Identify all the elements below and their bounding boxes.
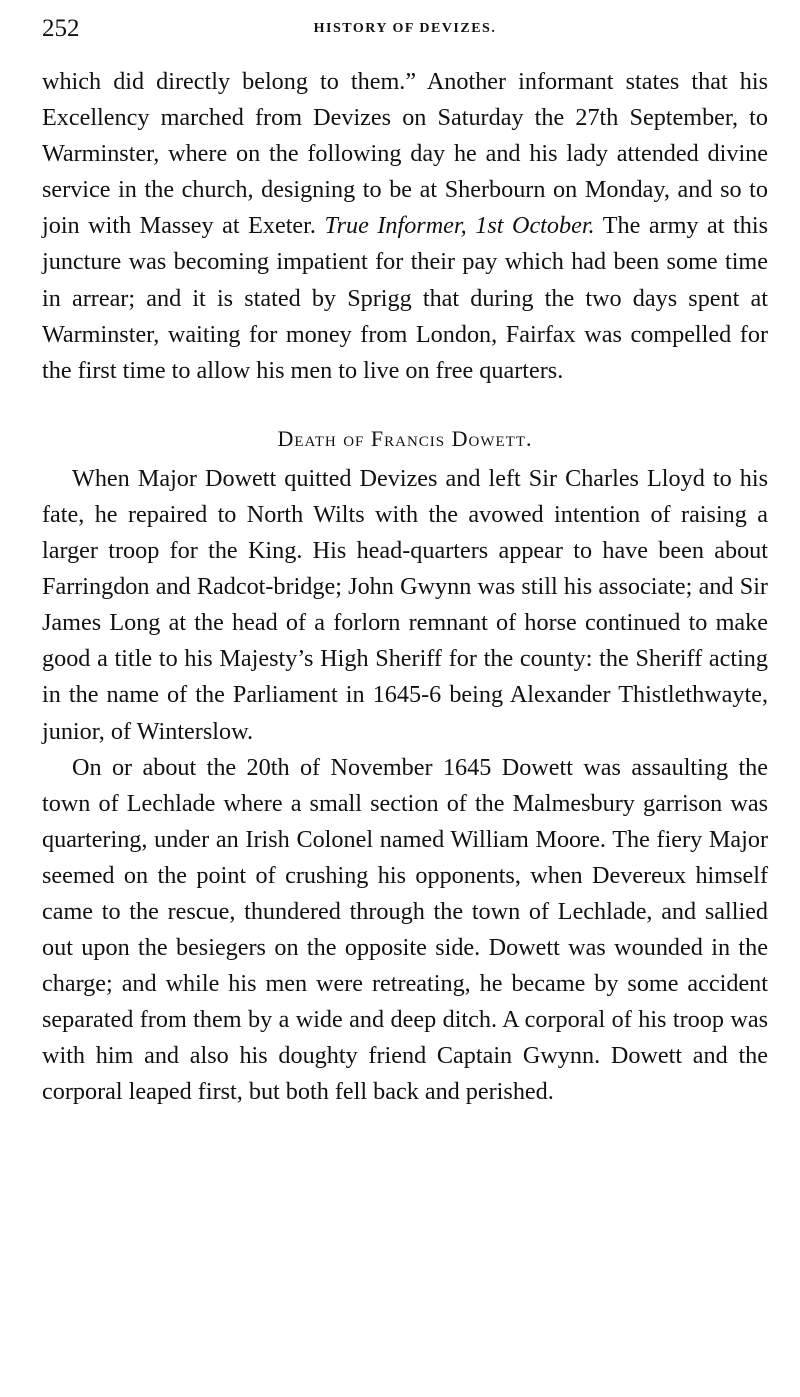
paragraph-2: When Major Dowett quitted Devizes and left Sir Charles Lloyd to his fate, he repaired to North Wilts with the avowed intention of raising a larger troop for the King. His head-quarters appear to have been about Farringdon and Radcot-bridge; John Gwynn was still his associate; and Sir James Long at the head of a forlorn remnant of horse continued to make good a title to his Majesty’s High Sheriff for the county: the Sheriff acting in the name of the Parliament in 1645-6 being Alexander Thistlethwayte, junior, of Winterslow.: [42, 464, 768, 745]
paragraph-1-text-b: The army at this juncture was becoming impatient for their pay which had been some time in arrear; and it is stated by Sprigg that during the two days spent at Warminster, waiting for money from London, Fairfax was compelled for the first time to allow his men to live on free quarters.: [42, 212, 768, 384]
body-text: [42, 64, 768, 1111]
page-header: [42, 14, 768, 50]
paragraph-3: On or about the 20th of November 1645 Dowett was assaulting the town of Lechlade where a small section of the Malmesbury garrison was quartering, under an Irish Colonel named William Moore. The fiery Major seemed on the point of crushing his opponents, when Devereux himself came to the rescue, thundered through the town of Lechlade, and sallied out upon the besiegers on the opposite side. Dowett was wounded in the charge; and while his men were retreating, he became by some accident separated from them by a wide and deep ditch. A corporal of his troop was with him and also his doughty friend Captain Gwynn. Dowett and the corporal leaped first, but both fell back and perished.: [42, 753, 768, 1106]
paragraph-1-citation: True Informer, 1st October.: [324, 212, 595, 240]
section-heading: Death of Francis Dowett.: [277, 425, 533, 451]
page-number: 252: [42, 15, 80, 42]
running-head: HISTORY OF DEVIZES.: [313, 21, 497, 36]
paragraph-1: [42, 64, 768, 389]
book-page: [42, 14, 768, 1111]
paragraph-1-text-a: which did directly belong to them.” Another informant states that his Excellency marched from Devizes on Saturday the 27th September, to Warminster, where on the following day he and his lady attended divine service in the church, designing to be at Sherbourn on Monday, and so to join with Massey at Exeter.: [42, 68, 768, 240]
